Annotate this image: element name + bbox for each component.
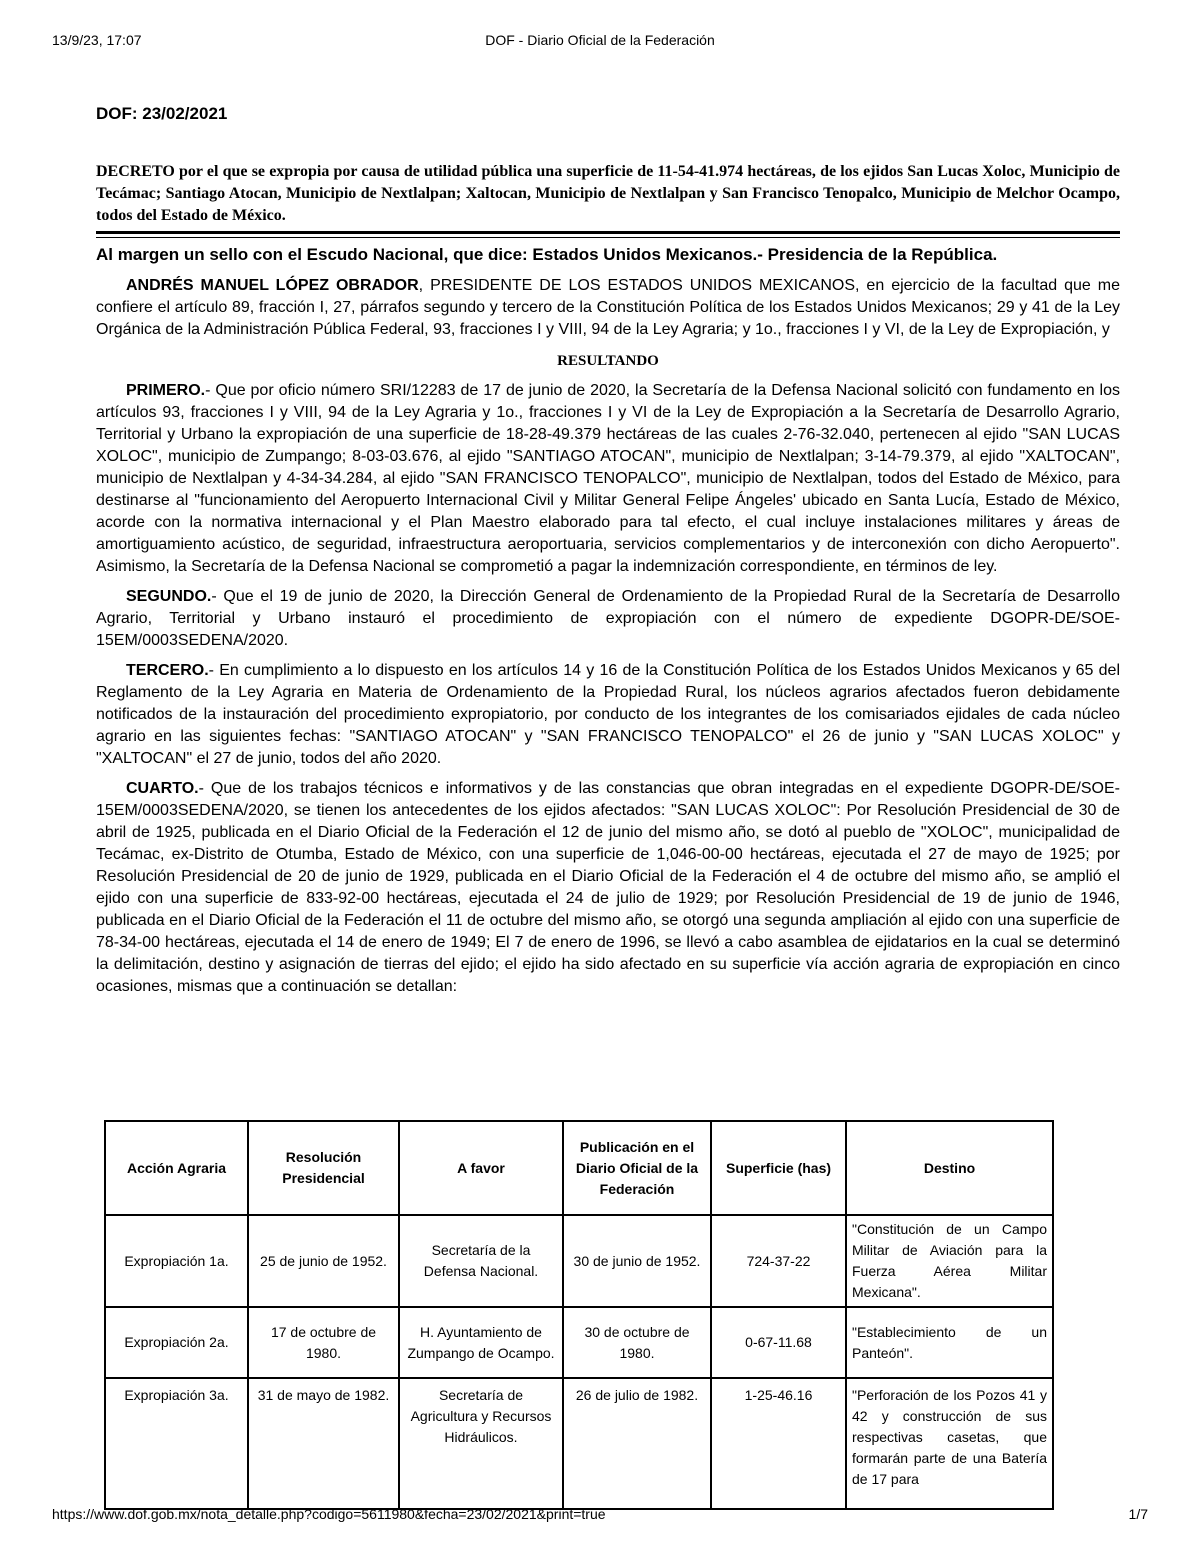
cell-resolucion: 17 de octubre de 1980.	[248, 1307, 399, 1378]
cell-favor: H. Ayuntamiento de Zumpango de Ocampo.	[399, 1307, 563, 1378]
table-header-row	[105, 1121, 1053, 1215]
intro-text: , PRESIDENTE DE LOS ESTADOS UNIDOS MEXICANOS, en ejercicio de la facultad que me confiere el artículo 89, fracción I, 27, párrafos segundo y tercero de la Constitución Política de los Estados Unidos Mexicanos; 29 y 41 de la Ley Orgánica de la Administración Pública Federal, 93, fracciones I y VIII, 94 de la Ley Agraria; y 1o., fracciones I y VI, de la Ley de Expropiación, y	[96, 277, 1121, 338]
table-row	[105, 1215, 1053, 1307]
page-number: 1/7	[1128, 1506, 1148, 1522]
header-accion-agraria: Acción Agraria	[105, 1121, 248, 1215]
cell-publicacion: 30 de junio de 1952.	[563, 1215, 711, 1307]
print-header	[0, 32, 1200, 50]
seal-note: Al margen un sello con el Escudo Nacional, que dice: Estados Unidos Mexicanos.- Presidencia de la República.	[96, 245, 998, 264]
tercero-text: - En cumplimiento a lo dispuesto en los artículos 14 y 16 de la Constitución Política de los Estados Unidos Mexicanos y 65 del Reglamento de la Ley Agraria en Materia de Ordenamiento de la Propiedad Rural, los núcleos agrarios afectados fueron debidamente notificados de la instauración del procedimiento expropiatorio, por conducto de los integrantes de los comisariados ejidales de cada núcleo agrario en las siguientes fechas: "SANTIAGO ATOCAN" y "SAN FRANCISCO TENOPALCO" el 26 de junio y "SAN LUCAS XOLOC" y "XALTOCAN" el 27 de junio, todos del año 2020.	[96, 662, 1120, 767]
primero-text: - Que por oficio número SRI/12283 de 17 de junio de 2020, la Secretaría de la Defensa Nacional solicitó con fundamento en los artículos 93, fracciones I y VIII, 94 de la Ley Agraria y 1o., fracciones I y VI de la Ley de Expropiación a la Secretaría de Desarrollo Agrario, Territorial y Urbano la expropiación de una superficie de 18-28-49.379 hectáreas de las cuales 2-76-32.040, pertenecen al ejido "SAN LUCAS XOLOC", municipio de Zumpango; 8-03-03.676, al ejido "SANTIAGO ATOCAN", municipio de Nextlalpan; 3-14-79.379, al ejido "XALTOCAN", municipio de Nextlalpan y 4-34-34.284, al ejido "SAN FRANCISCO TENOPALCO", municipio de Nextlalpan, todos del Estado de México, para destinarse al "funcionamiento del Aeropuerto Internacional Civil y Militar General Felipe Ángeles' ubicado en Santa Lucía, Estado de México, acorde con la normativa internacional y el Plan Maestro elaborado para tal efecto, el cual incluye instalaciones militares y áreas de amortiguamiento acústico, de seguridad, infraestructura aeroportuaria, servicios complementarios y de interconexión con dicho Aeropuerto". Asimismo, la Secretaría de la Defensa Nacional se comprometió a pagar la indemnización correspondiente, en términos de ley.	[96, 382, 1120, 575]
cell-destino: "Perforación de los Pozos 41 y 42 y construcción de sus respectivas casetas, que formarán parte de una Batería de 17 para	[846, 1378, 1053, 1509]
print-datetime: 13/9/23, 17:07	[52, 32, 142, 48]
title-divider-thin	[96, 237, 1120, 238]
cell-accion: Expropiación 2a.	[105, 1307, 248, 1378]
cell-accion: Expropiación 1a.	[105, 1215, 248, 1307]
paragraph-tercero	[96, 660, 1120, 770]
header-a-favor: A favor	[399, 1121, 563, 1215]
header-superficie: Superficie (has)	[711, 1121, 846, 1215]
table-row	[105, 1307, 1053, 1378]
cell-favor: Secretaría de la Defensa Nacional.	[399, 1215, 563, 1307]
cell-publicacion: 26 de julio de 1982.	[563, 1378, 711, 1509]
cuarto-lead: CUARTO.	[126, 780, 199, 797]
cell-accion: Expropiación 3a.	[105, 1378, 248, 1509]
paragraph-segundo	[96, 586, 1120, 652]
paragraph-primero	[96, 380, 1120, 578]
print-site-title: DOF - Diario Oficial de la Federación	[485, 32, 715, 48]
paragraph-cuarto	[96, 778, 1120, 998]
segundo-text: - Que el 19 de junio de 2020, la Dirección General de Ordenamiento de la Propiedad Rural de la Secretaría de Desarrollo Agrario, Territorial y Urbano instauró el procedimiento de expropiación con el número de expediente DGOPR-DE/SOE-15EM/0003SEDENA/2020.	[96, 588, 1120, 649]
cell-publicacion: 30 de octubre de 1980.	[563, 1307, 711, 1378]
header-resolucion: Resolución Presidencial	[248, 1121, 399, 1215]
cuarto-text: - Que de los trabajos técnicos e informativos y de las constancias que obran integradas en el expediente DGOPR-DE/SOE-15EM/0003SEDENA/2020, se tienen los antecedentes de los ejidos afectados: "SAN LUCAS XOLOC": Por Resolución Presidencial de 30 de abril de 1925, publicada en el Diario Oficial de la Federación el 12 de junio del mismo año, se dotó al pueblo de "XOLOC", municipalidad de Tecámac, ex-Distrito de Otumba, Estado de México, con una superficie de 1,046-00-00 hectáreas, ejecutada el 27 de mayo de 1925; por Resolución Presidencial de 20 de junio de 1929, publicada en el Diario Oficial de la Federación el 4 de octubre del mismo año, se amplió el ejido con una superficie de 833-92-00 hectáreas, ejecutada el 24 de julio de 1929; por Resolución Presidencial de 19 de junio de 1946, publicada en el Diario Oficial de la Federación el 11 de octubre del mismo año, se otorgó una segunda ampliación al ejido con una superficie de 78-34-00 hectáreas, ejecutada el 14 de enero de 1949; El 7 de enero de 1996, se llevó a cabo asamblea de ejidatarios en la cual se determinó la delimitación, destino y asignación de tierras del ejido; el ejido ha sido afectado en su superficie vía acción agraria de expropiación en cinco ocasiones, mismas que a continuación se detallan:	[96, 780, 1120, 995]
header-publicacion: Publicación en el Diario Oficial de la Federación	[563, 1121, 711, 1215]
tercero-lead: TERCERO.	[126, 662, 209, 679]
primero-lead: PRIMERO.	[126, 382, 206, 399]
document-body	[96, 104, 1120, 998]
intro-paragraph	[96, 275, 1120, 341]
cell-superficie: 724-37-22	[711, 1215, 846, 1307]
cell-resolucion: 31 de mayo de 1982.	[248, 1378, 399, 1509]
dof-date: DOF: 23/02/2021	[96, 104, 228, 123]
cell-superficie: 1-25-46.16	[711, 1378, 846, 1509]
cell-destino: "Constitución de un Campo Militar de Aviación para la Fuerza Aérea Militar Mexicana".	[846, 1215, 1053, 1307]
section-title-resultando: RESULTANDO	[557, 353, 659, 369]
segundo-lead: SEGUNDO.	[126, 588, 212, 605]
page-url: https://www.dof.gob.mx/nota_detalle.php?codigo=5611980&fecha=23/02/2021&print=true	[52, 1506, 606, 1522]
cell-destino: "Establecimiento de un Panteón".	[846, 1307, 1053, 1378]
header-destino: Destino	[846, 1121, 1053, 1215]
president-name: ANDRÉS MANUEL LÓPEZ OBRADOR	[126, 277, 419, 294]
cell-favor: Secretaría de Agricultura y Recursos Hidráulicos.	[399, 1378, 563, 1509]
decree-title: DECRETO por el que se expropia por causa de utilidad pública una superficie de 11-54-41.974 hectáreas, de los ejidos San Lucas Xoloc, Municipio de Tecámac; Santiago Atocan, Municipio de Nextlalpan; Xaltocan, Municipio de Nextlalpan y San Francisco Tenopalco, Municipio de Melchor Ocampo, todos del Estado de México.	[96, 163, 1120, 224]
cell-resolucion: 25 de junio de 1952.	[248, 1215, 399, 1307]
title-divider-thick	[96, 231, 1120, 234]
table-row	[105, 1378, 1053, 1509]
cell-superficie: 0-67-11.68	[711, 1307, 846, 1378]
print-footer	[0, 1506, 1200, 1524]
expropriation-table	[104, 1120, 1054, 1510]
